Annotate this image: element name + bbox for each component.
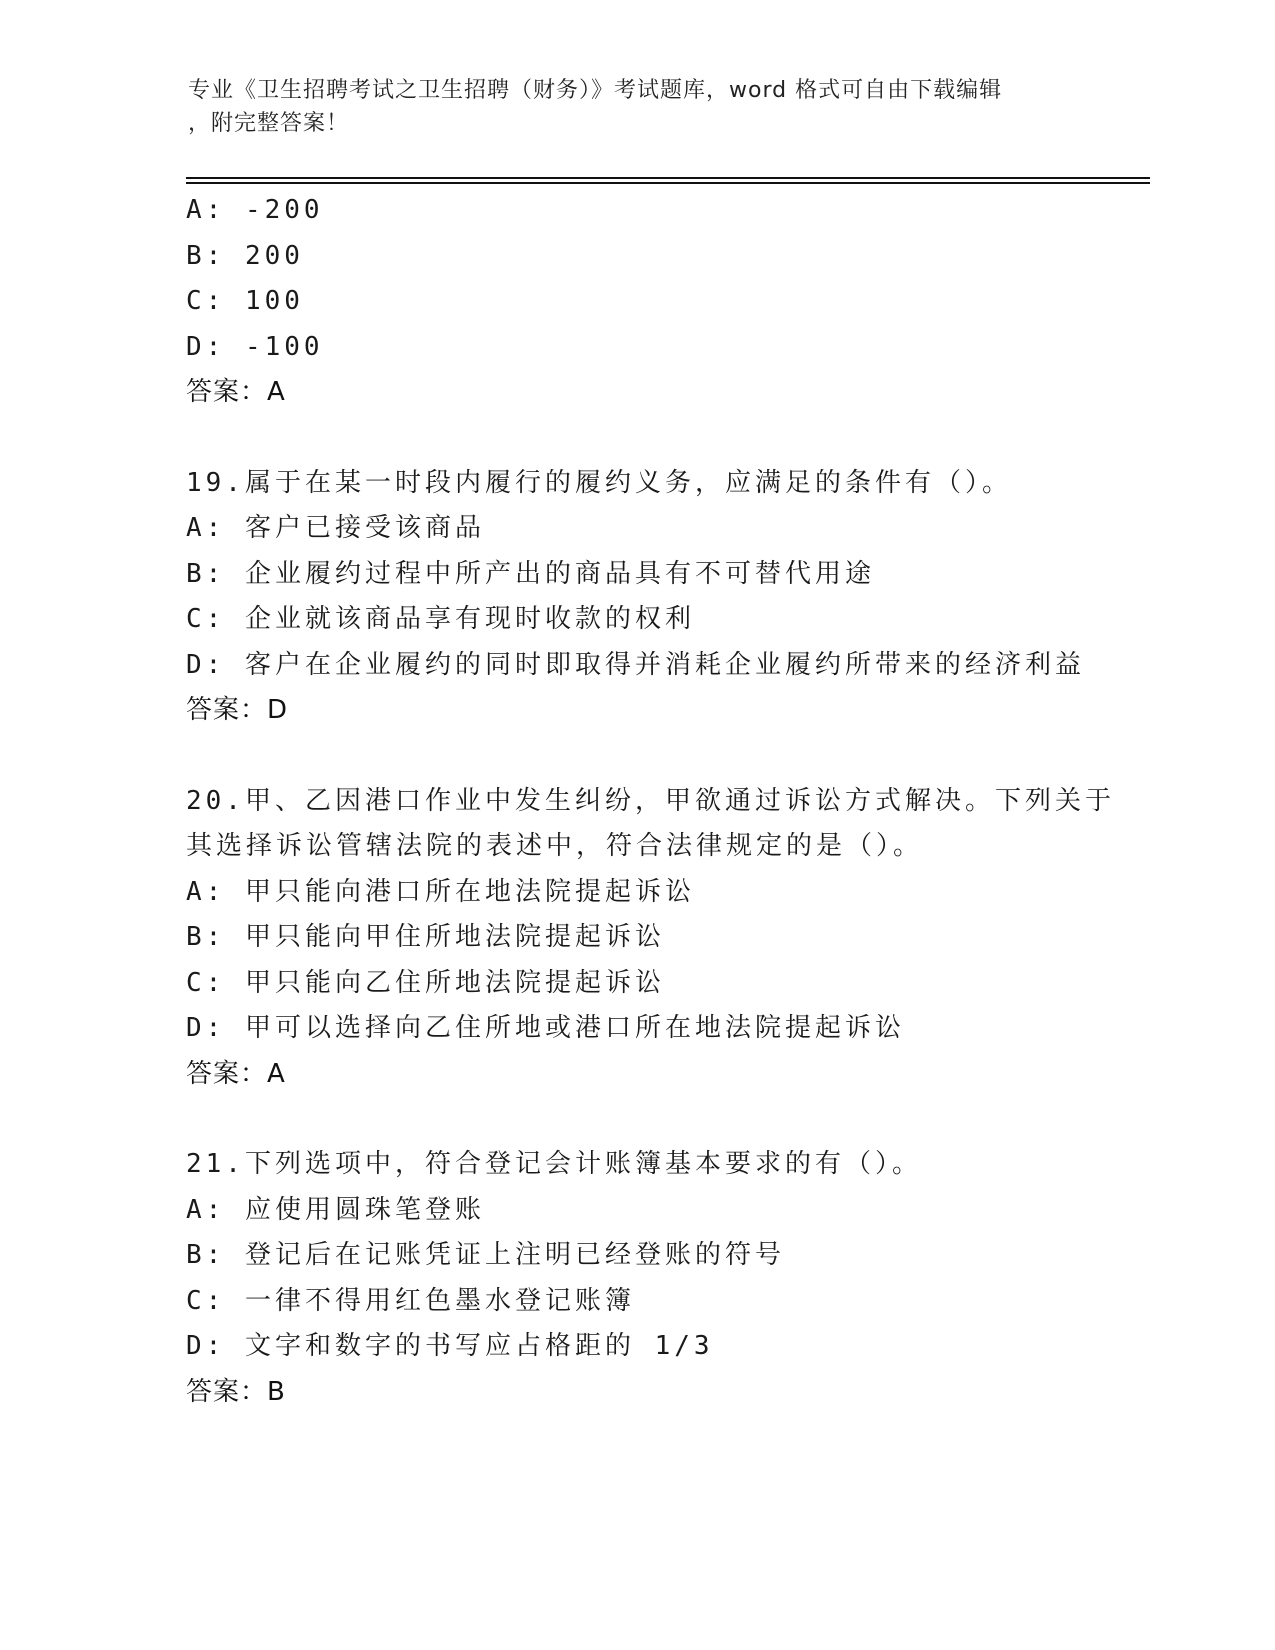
option-b: B: 登记后在记账凭证上注明已经登账的符号 — [186, 1240, 785, 1270]
question-19 — [186, 461, 1126, 734]
question-18 — [186, 188, 1126, 416]
option-b: B: 企业履约过程中所产出的商品具有不可替代用途 — [186, 558, 875, 589]
option-c: C: 甲只能向乙住所地法院提起诉讼 — [186, 967, 665, 998]
header-divider-top — [186, 177, 1150, 179]
question-spacer — [186, 416, 1126, 461]
header-title-line-2: ，附完整答案！ — [188, 111, 350, 136]
option-b: B: 甲只能向甲住所地法院提起诉讼 — [186, 922, 665, 952]
option-d: D: 甲可以选择向乙住所地或港口所在地法院提起诉讼 — [186, 1013, 905, 1043]
question-stem: 21.下列选项中，符合登记会计账簿基本要求的有（）。 — [186, 1149, 922, 1179]
option-c: C: 企业就该商品享有现时收款的权利 — [186, 604, 695, 634]
option-c: C: 一律不得用红色墨水登记账簿 — [186, 1285, 635, 1316]
option-d: D: -100 — [186, 331, 324, 362]
header-title-line-1: 专业《卫生招聘考试之卫生招聘（财务）》考试题库，word 格式可自由下载编辑 — [188, 78, 1003, 103]
question-stem-line-1: 20.甲、乙因港口作业中发生纠纷，甲欲通过诉讼方式解决。下列关于 — [186, 785, 1115, 816]
option-a: A: 甲只能向港口所在地法院提起诉讼 — [186, 876, 695, 907]
option-a: A: -200 — [186, 195, 324, 225]
header-divider-bottom — [186, 182, 1150, 184]
question-20 — [186, 779, 1126, 1098]
option-d: D: 客户在企业履约的同时即取得并消耗企业履约所带来的经济利益 — [186, 649, 1085, 680]
question-21 — [186, 1142, 1126, 1415]
question-stem-line-2: 其选择诉讼管辖法院的表述中，符合法律规定的是（）。 — [186, 831, 924, 861]
option-b: B: 200 — [186, 240, 304, 271]
question-spacer — [186, 1097, 1126, 1142]
option-a: A: 客户已接受该商品 — [186, 513, 485, 543]
option-d: D: 文字和数字的书写应占格距的 1/3 — [186, 1331, 714, 1361]
document-header — [188, 74, 1068, 140]
question-spacer — [186, 734, 1126, 779]
option-a: A: 应使用圆珠笔登账 — [186, 1194, 485, 1225]
answer-line: 答案：B — [186, 1376, 286, 1407]
question-stem: 19.属于在某一时段内履行的履约义务，应满足的条件有（）。 — [186, 467, 1012, 498]
question-list — [186, 188, 1126, 1415]
answer-line: 答案：A — [186, 1058, 286, 1089]
answer-line: 答案：D — [186, 695, 289, 725]
option-c: C: 100 — [186, 286, 304, 316]
answer-line: 答案：A — [186, 377, 286, 407]
